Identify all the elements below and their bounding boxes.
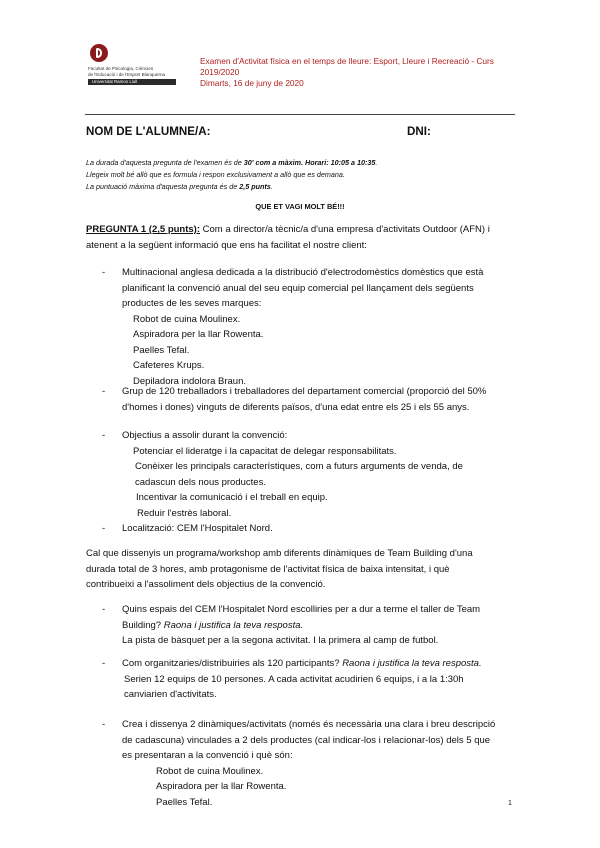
objective-item: Conèixer les principals característiques, com a futurs arguments de venda, de xyxy=(135,461,463,472)
product-item: Paelles Tefal. xyxy=(156,796,213,808)
logo-text-university: Universitat Ramon Llull xyxy=(88,79,176,85)
bullet-dash: - xyxy=(102,386,106,397)
subquestion-groups-justify: Raona i justifica la teva resposta. xyxy=(342,658,482,669)
product-item: Paelles Tefal. xyxy=(133,344,190,356)
bullet-client-line: Multinacional anglesa dedicada a la distribució d'electrodomèstics domèstics que està xyxy=(122,267,484,278)
bullet-group-line: d'homes i dones) vinguts de diferents països, d'una edat entre els 25 i els 55 anys. xyxy=(122,401,470,413)
exam-instructions xyxy=(86,157,377,193)
bullet-location: Localització: CEM l'Hospitalet Nord. xyxy=(122,523,273,534)
bullet-dash: - xyxy=(102,719,106,730)
product-item: Aspiradora per la llar Rowenta. xyxy=(133,329,264,340)
bullet-dash: - xyxy=(102,267,106,278)
bullet-client-line: productes de les seves marques: xyxy=(122,298,262,309)
task-paragraph xyxy=(86,546,517,593)
task-paragraph-line: Cal que dissenyis un programa/workshop amb diferents dinàmiques de Team Building d'una xyxy=(86,548,473,559)
answer-spaces: La pista de bàsquet per a la segona activitat. I la primera al camp de futbol. xyxy=(122,635,439,646)
subquestion-spaces-text-2: Building? xyxy=(122,619,164,631)
bullet-dash: - xyxy=(102,430,106,441)
question-statement xyxy=(86,222,517,253)
subquestion-dynamics xyxy=(122,717,517,810)
subquestion-groups-text: Com organitzaries/distribuiries als 120 participants? xyxy=(122,658,343,669)
exam-title: Examen d'Activitat física en el temps de lleure: Esport, Lleure i Recreació - Curs xyxy=(200,56,494,66)
product-item: Robot de cuina Moulinex. xyxy=(156,765,264,777)
answer-groups-cont: canviarien d'activitats. xyxy=(124,689,217,700)
dni-label: DNI: xyxy=(407,125,431,138)
instructions-duration-end: . xyxy=(375,158,378,167)
exam-course: 2019/2020 xyxy=(200,67,240,77)
instructions-score-end: . xyxy=(270,182,273,191)
objective-item: Incentivar la comunicació i el treball en equip. xyxy=(136,492,328,503)
task-paragraph-line: contribueixi a l'assoliment dels objectius de la convenció. xyxy=(86,579,326,590)
bullet-client xyxy=(122,265,517,389)
university-logo xyxy=(88,44,198,85)
product-item: Robot de cuina Moulinex. xyxy=(133,313,241,325)
product-item: Cafeteres Krups. xyxy=(133,360,205,371)
exam-date: Dimarts, 16 de juny de 2020 xyxy=(200,78,304,88)
subquestion-dynamics-line: Crea i dissenya 2 dinàmiques/activitats (només és necessària una clara i breu descripció xyxy=(122,719,496,730)
instructions-read: Llegeix molt bé allò que es formula i respon exclusivament a allò que es demana. xyxy=(86,170,345,179)
instructions-score-bold: 2,5 punts xyxy=(239,182,271,191)
subquestion-groups xyxy=(122,656,517,703)
bullet-group-line: Grup de 120 treballadors i treballadores del departament comercial (proporció del 50% xyxy=(122,386,487,397)
bullet-objectives xyxy=(122,428,517,521)
instructions-duration: La durada d'aquesta pregunta de l'examen és de xyxy=(86,158,244,167)
instructions-score: La puntuació màxima d'aquesta pregunta és de xyxy=(86,182,240,191)
question-text-1: Com a director/a tècnic/a d'una empresa d'activitats Outdoor (AFN) i xyxy=(200,224,490,235)
subquestion-spaces xyxy=(122,602,517,649)
bullet-client-line: planificant la convenció anual del seu equip comercial pel llançament dels següents xyxy=(122,282,474,294)
good-luck-motto: QUE ET VAGI MOLT BÉ!!! xyxy=(255,202,345,211)
instructions-duration-bold: 30' com a màxim. Horari: 10:05 a 10:35 xyxy=(243,158,376,167)
page-number: 1 xyxy=(508,800,512,807)
subquestion-spaces-justify: Raona i justifica la teva resposta. xyxy=(163,619,304,631)
answer-groups: Serien 12 equips de 10 persones. A cada activitat acudirien 6 equips, i a la 1:30h xyxy=(124,673,464,685)
bullet-dash: - xyxy=(102,523,106,534)
logo-text-faculty: Facultat de Psicologia, Ciències xyxy=(88,66,154,71)
exam-header xyxy=(200,56,530,89)
objectives-heading: Objectius a assolir durant la convenció: xyxy=(122,430,288,441)
objective-item: Potenciar el lideratge i la capacitat de delegar responsabilitats. xyxy=(133,445,397,457)
question-text-2: atenent a la següent informació que ens ha facilitat el nostre client: xyxy=(86,239,367,251)
bullet-dash: - xyxy=(102,604,106,615)
question-title: PREGUNTA 1 (2,5 punts): xyxy=(86,224,201,235)
bullet-dash: - xyxy=(102,658,106,669)
task-paragraph-line: durada total de 3 hores, amb protagonisme de l'activitat física de baixa intensitat, i què xyxy=(86,563,450,575)
header-divider xyxy=(85,114,515,115)
logo-text-faculty-2: de l'Educació i de l'Esport Blanquerna xyxy=(88,71,166,77)
product-item: Depiladora indolora Braun. xyxy=(133,375,247,387)
product-item: Aspiradora per la llar Rowenta. xyxy=(156,781,287,792)
objective-item: Reduir l'estrès laboral. xyxy=(137,507,232,519)
subquestion-dynamics-line: de cadascuna) vinculades a 2 dels productes (cal indicar-los i relacionar-los) dels 5 que xyxy=(122,734,491,746)
student-name-label: NOM DE L'ALUMNE/A: xyxy=(86,125,211,138)
blanquerna-logo-icon xyxy=(90,44,108,62)
subquestion-spaces-text: Quins espais del CEM l'Hospitalet Nord escolliries per a dur a terme el taller de Team xyxy=(122,604,481,615)
bullet-group xyxy=(122,384,517,415)
subquestion-dynamics-line: es presentaran a la convenció i què són: xyxy=(122,750,293,761)
objective-item-cont: cadascun dels nous productes. xyxy=(135,476,266,488)
